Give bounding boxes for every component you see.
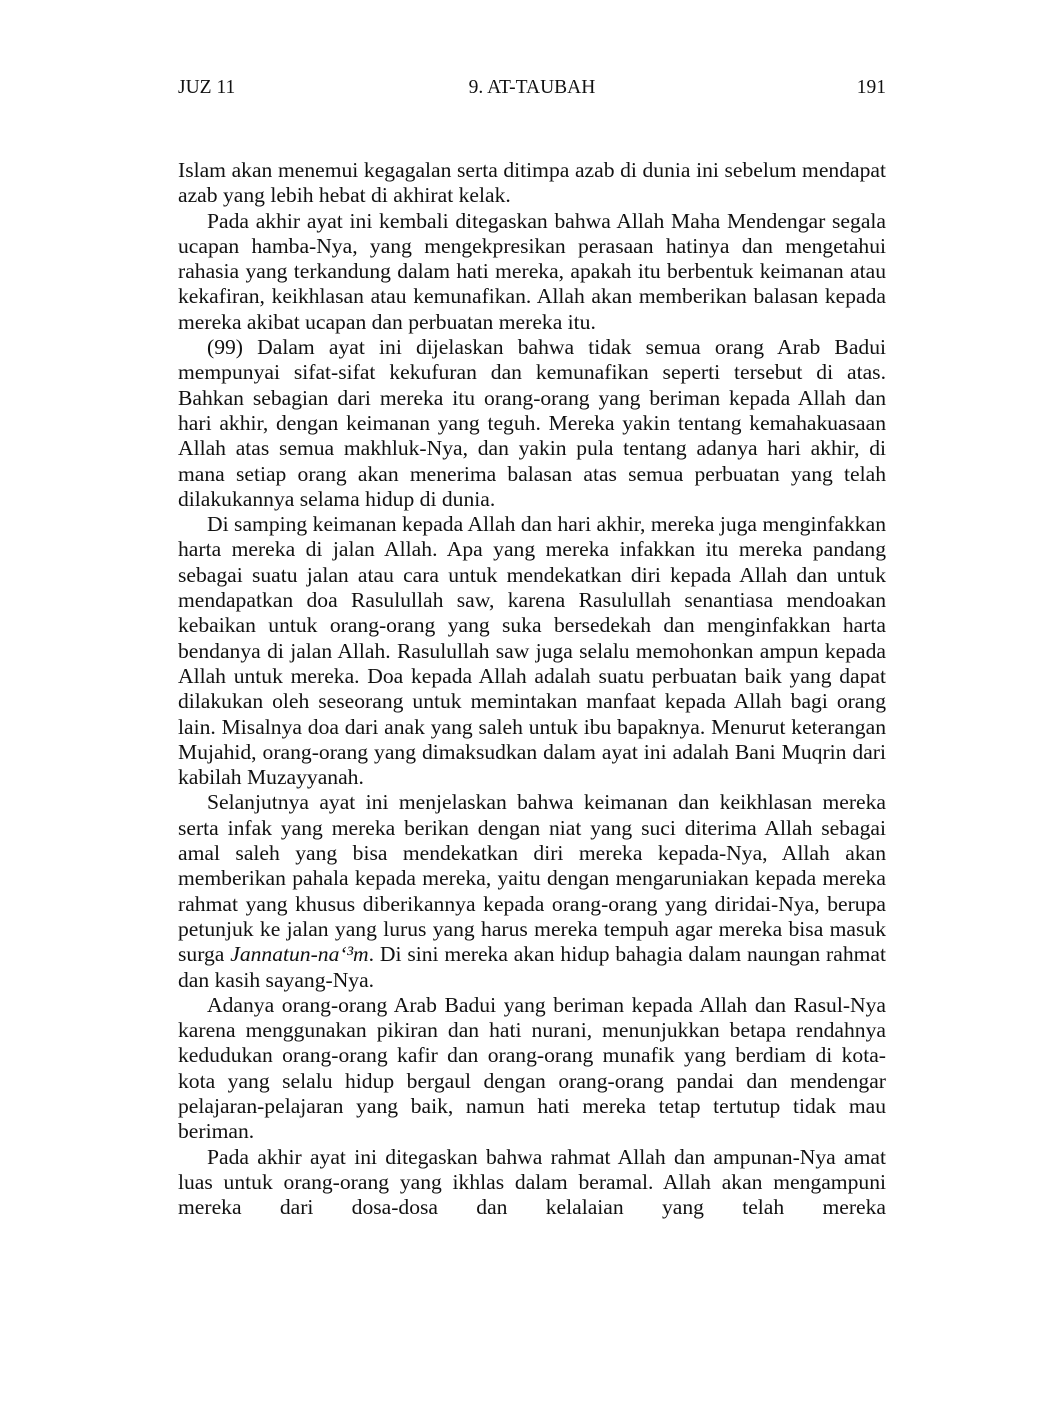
page-number: 191 [856, 77, 886, 98]
page-body [178, 158, 886, 1220]
paragraph: Pada akhir ayat ini kembali ditegaskan bahwa Allah Maha Mendengar segala ucapan hamba-Nya, yang mengekpresikan perasaan hatinya dan mengetahui rahasia yang terkandung dalam hati mereka, apakah itu berbentuk keimanan atau kekafiran, keikhlasan atau kemunafikan. Allah akan memberikan balasan kepada mereka akibat ucapan dan perbuatan mereka itu. [178, 208, 886, 334]
paragraph-verse-99: (99) Dalam ayat ini dijelaskan bahwa tidak semua orang Arab Badui mempunyai sifat-sifat kekufuran dan kemunafikan seperti tersebut di atas. Bahkan sebagian dari mereka itu orang-orang yang beriman kepada Allah dan hari akhir, dengan keimanan yang teguh. Mereka yakin tentang kemahakuasaan Allah atas semua makhluk-Nya, dan yakin pula tentang adanya hari akhir, di mana setiap orang akan menerima balasan atas semua perbuatan yang telah dilakukannya selama hidup di dunia. [178, 335, 886, 511]
juz-label: JUZ 11 [178, 77, 236, 98]
paragraph-text: . Di sini mereka akan hidup bahagia dalam naungan rahmat dan kasih sayang-Nya. [178, 942, 886, 992]
paragraph-continues: Pada akhir ayat ini ditegaskan bahwa rahmat Allah dan ampunan-Nya amat luas untuk orang-orang yang ikhlas dalam beramal. Allah akan mengampuni mereka dari dosa-dosa dan kelalaian yang telah mereka [178, 1144, 886, 1220]
paragraph: Di samping keimanan kepada Allah dan hari akhir, mereka juga menginfakkan harta mereka di jalan Allah. Apa yang mereka infakkan itu mereka pandang sebagai suatu jalan atau cara untuk mendekatkan diri kepada Allah dan untuk mendapatkan doa Rasulullah saw, karena Rasulullah senantiasa mendoakan kebaikan untuk orang-orang yang suka bersedekah dan menginfakkan harta bendanya di jalan Allah. Rasulullah saw juga selalu memohonkan ampun kepada Allah untuk mereka. Doa kepada Allah adalah suatu perbuatan baik yang dapat dilakukan oleh seseorang untuk memintakan manfaat kepada Allah bagi orang lain. Misalnya doa dari anak yang saleh untuk ibu bapaknya. Menurut keterangan Mujahid, orang-orang yang dimaksudkan dalam ayat ini adalah Bani Muqrin dari kabilah Muzayyanah. [178, 512, 886, 790]
running-header [178, 74, 886, 102]
paragraph-continued: Islam akan menemui kegagalan serta ditimpa azab di dunia ini sebelum mendapat azab yang lebih hebat di akhirat kelak. [178, 158, 886, 208]
paragraph [178, 790, 886, 992]
paragraph: Adanya orang-orang Arab Badui yang beriman kepada Allah dan Rasul-Nya karena menggunakan pikiran dan hati nurani, menunjukkan betapa rendahnya kedudukan orang-orang kafir dan orang-orang munafik yang berdiam di kota-kota yang selalu hidup bergaul dengan orang-orang pandai dan mendengar pelajaran-pelajaran yang baik, namun hati mereka tetap tertutup tidak mau beriman. [178, 992, 886, 1144]
surah-title: 9. AT-TAUBAH [468, 77, 596, 98]
paragraph-text: Selanjutnya ayat ini menjelaskan bahwa keimanan dan keikhlasan mereka serta infak yang mereka berikan dengan niat yang suci diterima Allah sebagai amal saleh yang bisa mendekatkan diri mereka kepada-Nya, Allah akan memberikan pahala kepada mereka, yaitu dengan mengaruniakan kepada mereka rahmat yang khusus diberikannya kepada orang-orang yang diridai-Nya, berupa petunjuk ke jalan yang lurus yang harus mereka tempuh agar mereka bisa masuk surga [178, 790, 886, 967]
italic-term: Jannatun-na‘³m [230, 942, 369, 967]
